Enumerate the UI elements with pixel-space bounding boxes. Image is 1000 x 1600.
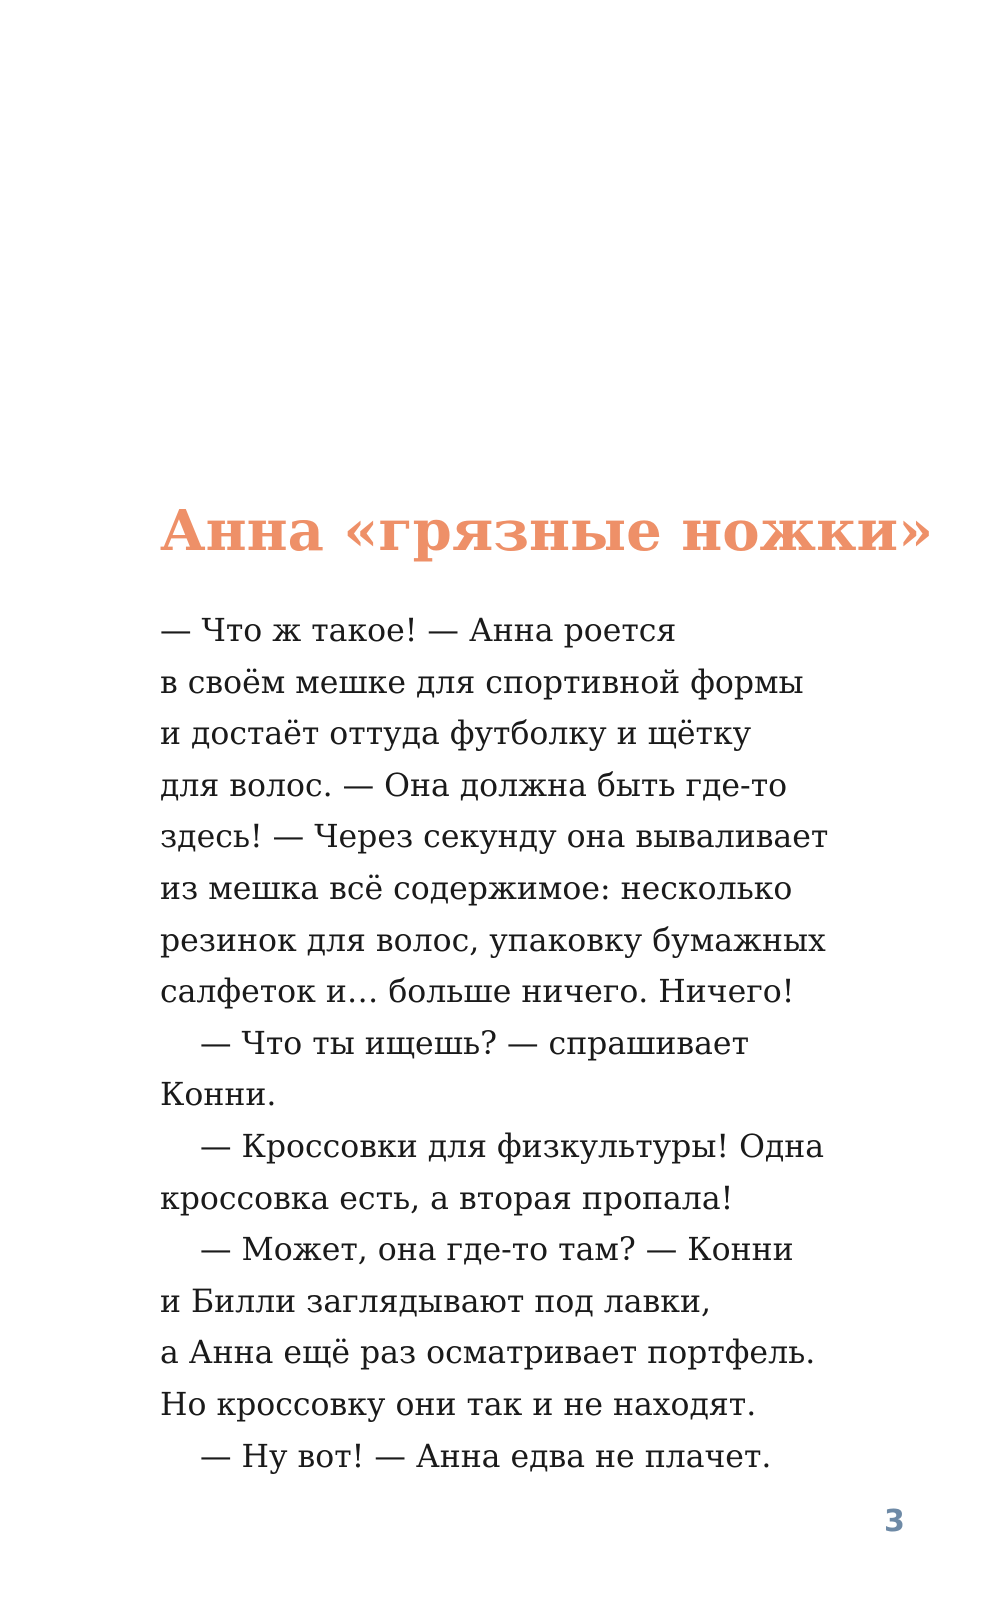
text-line: Конни.	[160, 1077, 277, 1114]
text-line: и достаёт оттуда футболку и щётку	[160, 716, 752, 753]
text-line: в своём мешке для спортивной формы	[160, 664, 804, 701]
page-number: 3	[884, 1504, 905, 1539]
chapter-title: Анна «грязные ножки»	[160, 498, 934, 564]
body-text	[160, 606, 920, 1483]
text-line: и Билли заглядывают под лавки,	[160, 1283, 711, 1320]
text-line: Но кроссовку они так и не находят.	[160, 1386, 757, 1423]
text-line: здесь! — Через секунду она вываливает	[160, 819, 829, 856]
text-line: из мешка всё содержимое: несколько	[160, 870, 793, 907]
text-line: для волос. — Она должна быть где-то	[160, 767, 788, 804]
text-line: кроссовка есть, а вторая пропала!	[160, 1180, 734, 1217]
text-line: — Что ж такое! — Анна роется	[160, 613, 677, 649]
text-line: салфеток и… больше ничего. Ничего!	[160, 974, 795, 1011]
text-line: а Анна ещё раз осматривает портфель.	[160, 1335, 816, 1372]
text-line: резинок для волос, упаковку бумажных	[160, 922, 826, 959]
text-line: — Кроссовки для физкультуры! Одна	[200, 1128, 825, 1165]
text-line: — Ну вот! — Анна едва не плачет.	[200, 1438, 772, 1475]
text-line: — Может, она где-то там? — Конни	[200, 1232, 794, 1269]
text-line: — Что ты ищешь? — спрашивает	[200, 1025, 749, 1062]
